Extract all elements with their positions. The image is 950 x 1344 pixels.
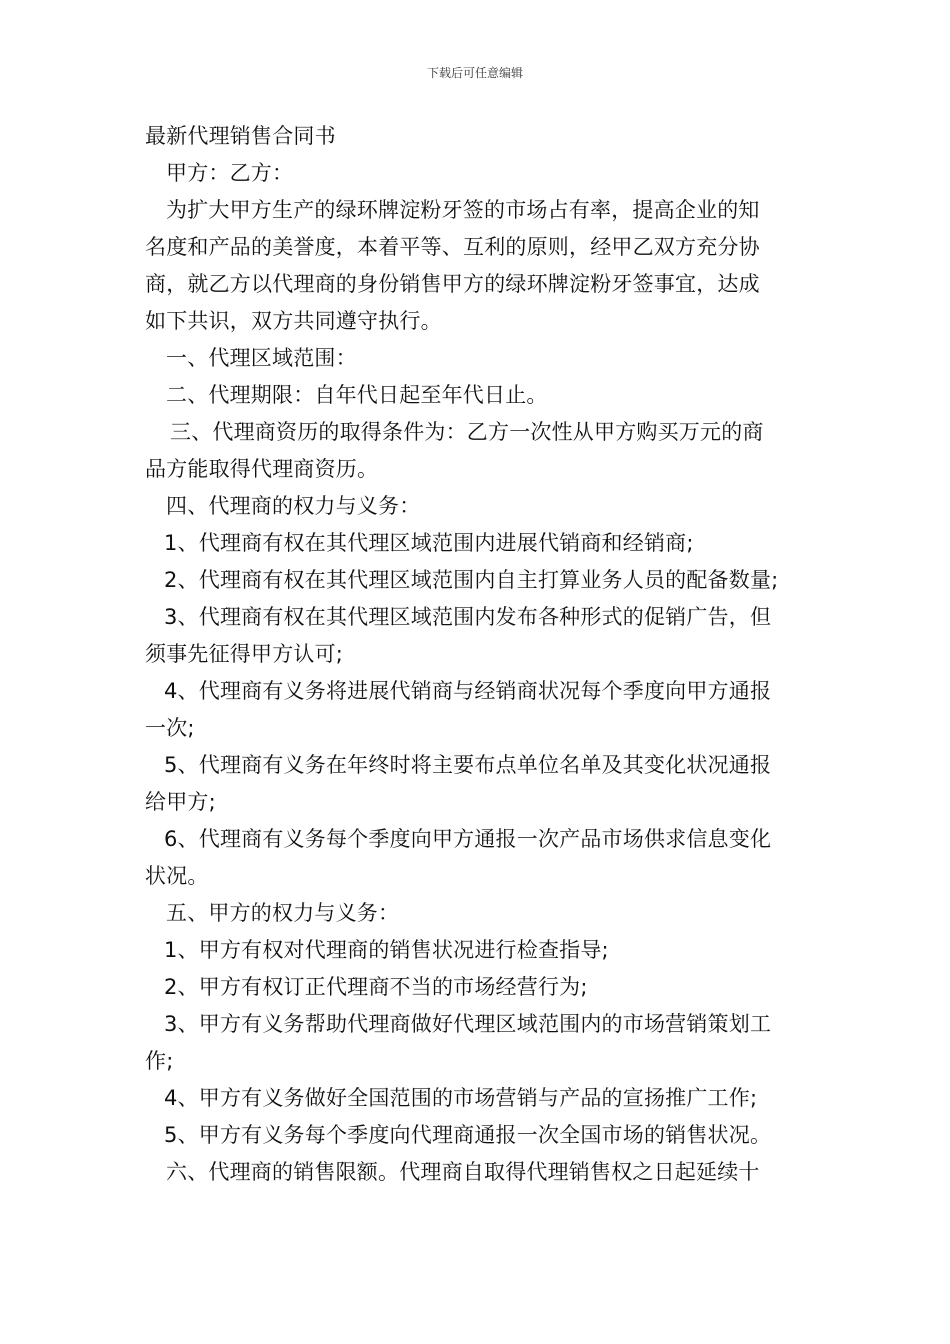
clause-4-2: 2、代理商有权在其代理区域范围内自主打算业务人员的配备数量; — [164, 568, 779, 592]
preamble-line-1: 为扩大甲方生产的绿环牌淀粉牙签的市场占有率，提高企业的知 — [166, 198, 760, 222]
clause-5-4: 4、甲方有义务做好全国范围的市场营销与产品的宣扬推广工作; — [164, 1086, 758, 1110]
section-heading-1: 一、代理区域范围： — [166, 346, 357, 370]
preamble-line-2: 名度和产品的美誉度，本着平等、互利的原则，经甲乙双方充分协 — [145, 235, 760, 259]
section-3-continuation: 品方能取得代理商资历。 — [145, 457, 379, 481]
clause-4-1: 1、代理商有权在其代理区域范围内进展代销商和经销商; — [164, 531, 694, 555]
clause-5-2: 2、甲方有权订正代理商不当的市场经营行为; — [164, 975, 588, 999]
preamble-line-3: 商，就乙方以代理商的身份销售甲方的绿环牌淀粉牙签事宜，达成 — [145, 272, 760, 296]
clause-4-6-continuation: 状况。 — [145, 864, 209, 888]
document-title: 最新代理销售合同书 — [145, 124, 336, 148]
clause-5-3: 3、甲方有义务帮助代理商做好代理区域范围内的市场营销策划工 — [164, 1012, 772, 1036]
section-heading-5: 五、甲方的权力与义务： — [166, 901, 400, 925]
clause-4-3: 3、代理商有权在其代理区域范围内发布各种形式的促销广告，但 — [164, 605, 772, 629]
clause-5-1: 1、甲方有权对代理商的销售状况进行检查指导; — [164, 938, 609, 962]
clause-4-5: 5、代理商有义务在年终时将主要布点单位名单及其变化状况通报 — [164, 753, 772, 777]
header-note: 下载后可任意编辑 — [426, 66, 523, 80]
document-body — [145, 118, 810, 1191]
section-heading-4: 四、代理商的权力与义务： — [166, 494, 421, 518]
clause-4-4-continuation: 一次; — [145, 716, 195, 740]
clause-5-5: 5、甲方有义务每个季度向代理商通报一次全国市场的销售状况。 — [164, 1123, 772, 1147]
section-heading-3: 三、代理商资历的取得条件为：乙方一次性从甲方购买万元的商 — [170, 420, 764, 444]
clause-4-6: 6、代理商有义务每个季度向甲方通报一次产品市场供求信息变化 — [164, 827, 772, 851]
clause-4-5-continuation: 给甲方; — [145, 790, 216, 814]
clause-5-3-continuation: 作; — [145, 1049, 174, 1073]
clause-4-3-continuation: 须事先征得甲方认可; — [145, 642, 344, 666]
preamble-line-4: 如下共识，双方共同遵守执行。 — [145, 309, 442, 333]
section-heading-6: 六、代理商的销售限额。代理商自取得代理销售权之日起延续十 — [166, 1160, 760, 1184]
parties-line: 甲方：乙方： — [166, 161, 294, 185]
section-heading-2: 二、代理期限：自年代日起至年代日止。 — [166, 383, 548, 407]
clause-4-4: 4、代理商有义务将进展代销商与经销商状况每个季度向甲方通报 — [164, 679, 772, 703]
